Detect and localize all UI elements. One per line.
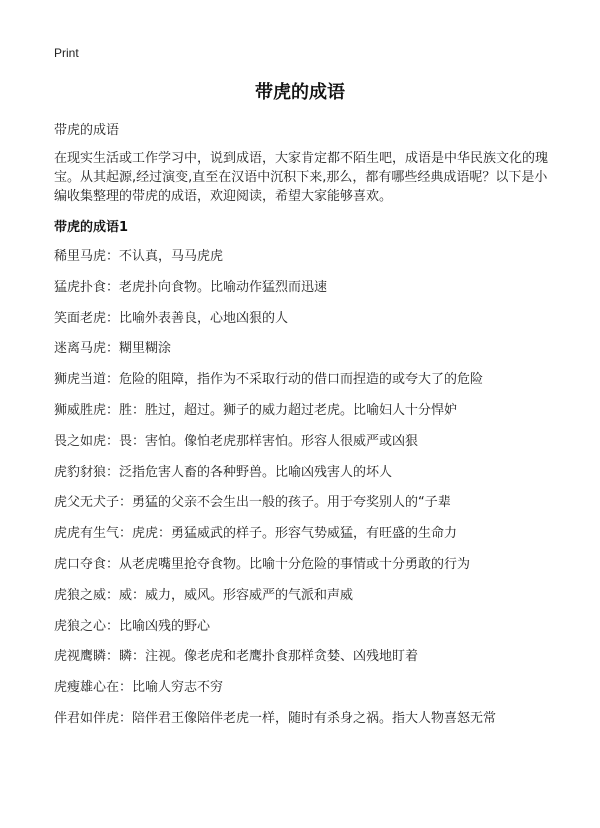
idiom-item: 狮虎当道：危险的阻障，指作为不采取行动的借口而捏造的或夸大了的危险 — [54, 372, 484, 388]
idiom-item: 伴君如伴虎：陪伴君王像陪伴老虎一样，随时有杀身之祸。指大人物喜怒无常 — [54, 710, 497, 726]
idiom-item: 虎瘦雄心在：比喻人穷志不穷 — [54, 680, 224, 696]
idiom-item: 虎虎有生气：虎虎：勇猛威武的样子。形容气势威猛，有旺盛的生命力 — [54, 526, 458, 542]
idiom-item: 虎视鹰瞵：瞵：注视。像老虎和老鹰扑食那样贪婪、凶残地盯着 — [54, 649, 419, 665]
print-link[interactable]: Print — [54, 46, 79, 60]
idiom-item: 稀里马虎：不认真，马马虎虎 — [54, 249, 224, 264]
idiom-item: 狮威胜虎：胜：胜过，超过。狮子的威力超过老虎。比喻妇人十分悍妒 — [54, 402, 458, 418]
article-subtitle: 带虎的成语 — [54, 123, 120, 138]
idiom-item: 猛虎扑食：老虎扑向食物。比喻动作猛烈而迅速 — [54, 279, 328, 295]
idiom-item: 虎狼之威：威：威力，威风。形容威严的气派和声威 — [54, 587, 354, 603]
idiom-item: 虎父无犬子：勇猛的父亲不会生出一般的孩子。用于夸奖别人的“子辈 — [54, 495, 451, 511]
idiom-item: 虎狼之心：比喻凶残的野心 — [54, 618, 211, 634]
idiom-item: 虎豹豺狼：泛指危害人畜的各种野兽。比喻凶残害人的坏人 — [54, 464, 393, 480]
idiom-item: 畏之如虎：畏：害怕。像怕老虎那样害怕。形容人很威严或凶狠 — [54, 433, 419, 449]
idiom-list — [54, 248, 574, 741]
idiom-item: 虎口夺食：从老虎嘴里抢夺食物。比喻十分危险的事情或十分勇敢的行为 — [54, 556, 471, 572]
section-heading: 带虎的成语1 — [54, 220, 129, 235]
intro-paragraph: 在现实生活或工作学习中，说到成语，大家肯定都不陌生吧，成语是中华民族文化的瑰宝。从其起源,经过演变,直至在汉语中沉积下来,那么，都有哪些经典成语呢？以下是小编收集整理的带虎的成语，欢迎阅读，希望大家能够喜欢。 — [54, 151, 549, 204]
idiom-item: 笑面老虎：比喻外表善良，心地凶狠的人 — [54, 310, 289, 326]
page-title: 带虎的成语 — [255, 82, 345, 103]
idiom-item: 迷离马虎：糊里糊涂 — [54, 341, 172, 357]
